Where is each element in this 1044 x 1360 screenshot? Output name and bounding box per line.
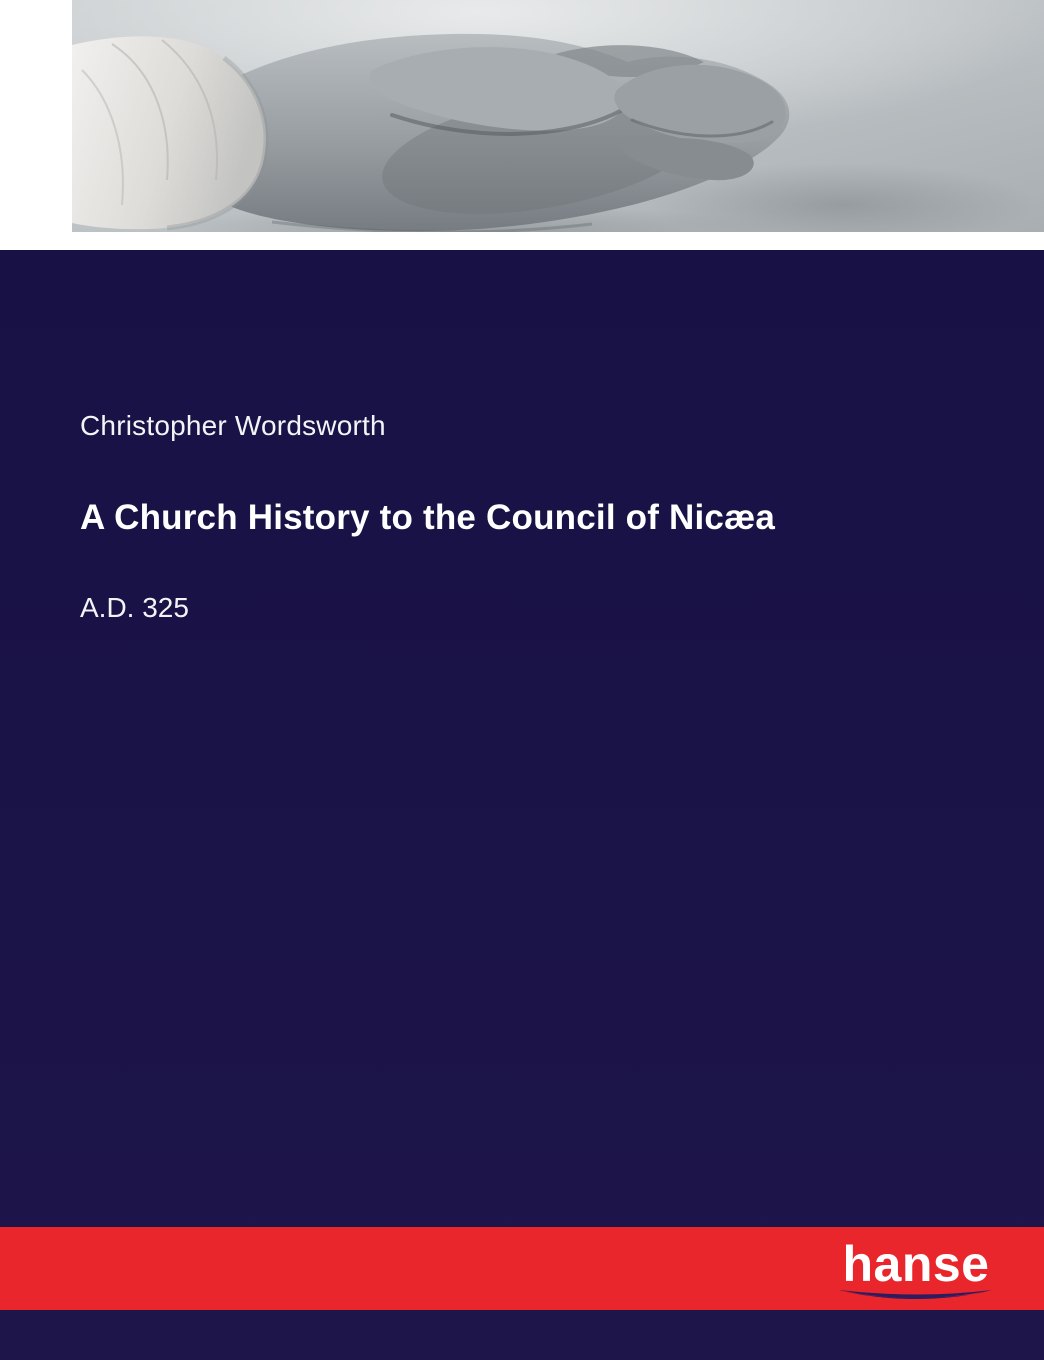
open-hand-illustration [72,0,1044,232]
author-name: Christopher Wordsworth [80,410,386,441]
cover-photo-band [0,0,1044,250]
publisher-stripe [0,1227,1044,1310]
publisher-logo [836,1236,996,1303]
book-subtitle: A.D. 325 [80,592,189,623]
publisher-logo-text: hanse [842,1236,990,1292]
open-hand-photo [72,0,1044,232]
book-title: A Church History to the Council of Nicæa [80,498,776,537]
